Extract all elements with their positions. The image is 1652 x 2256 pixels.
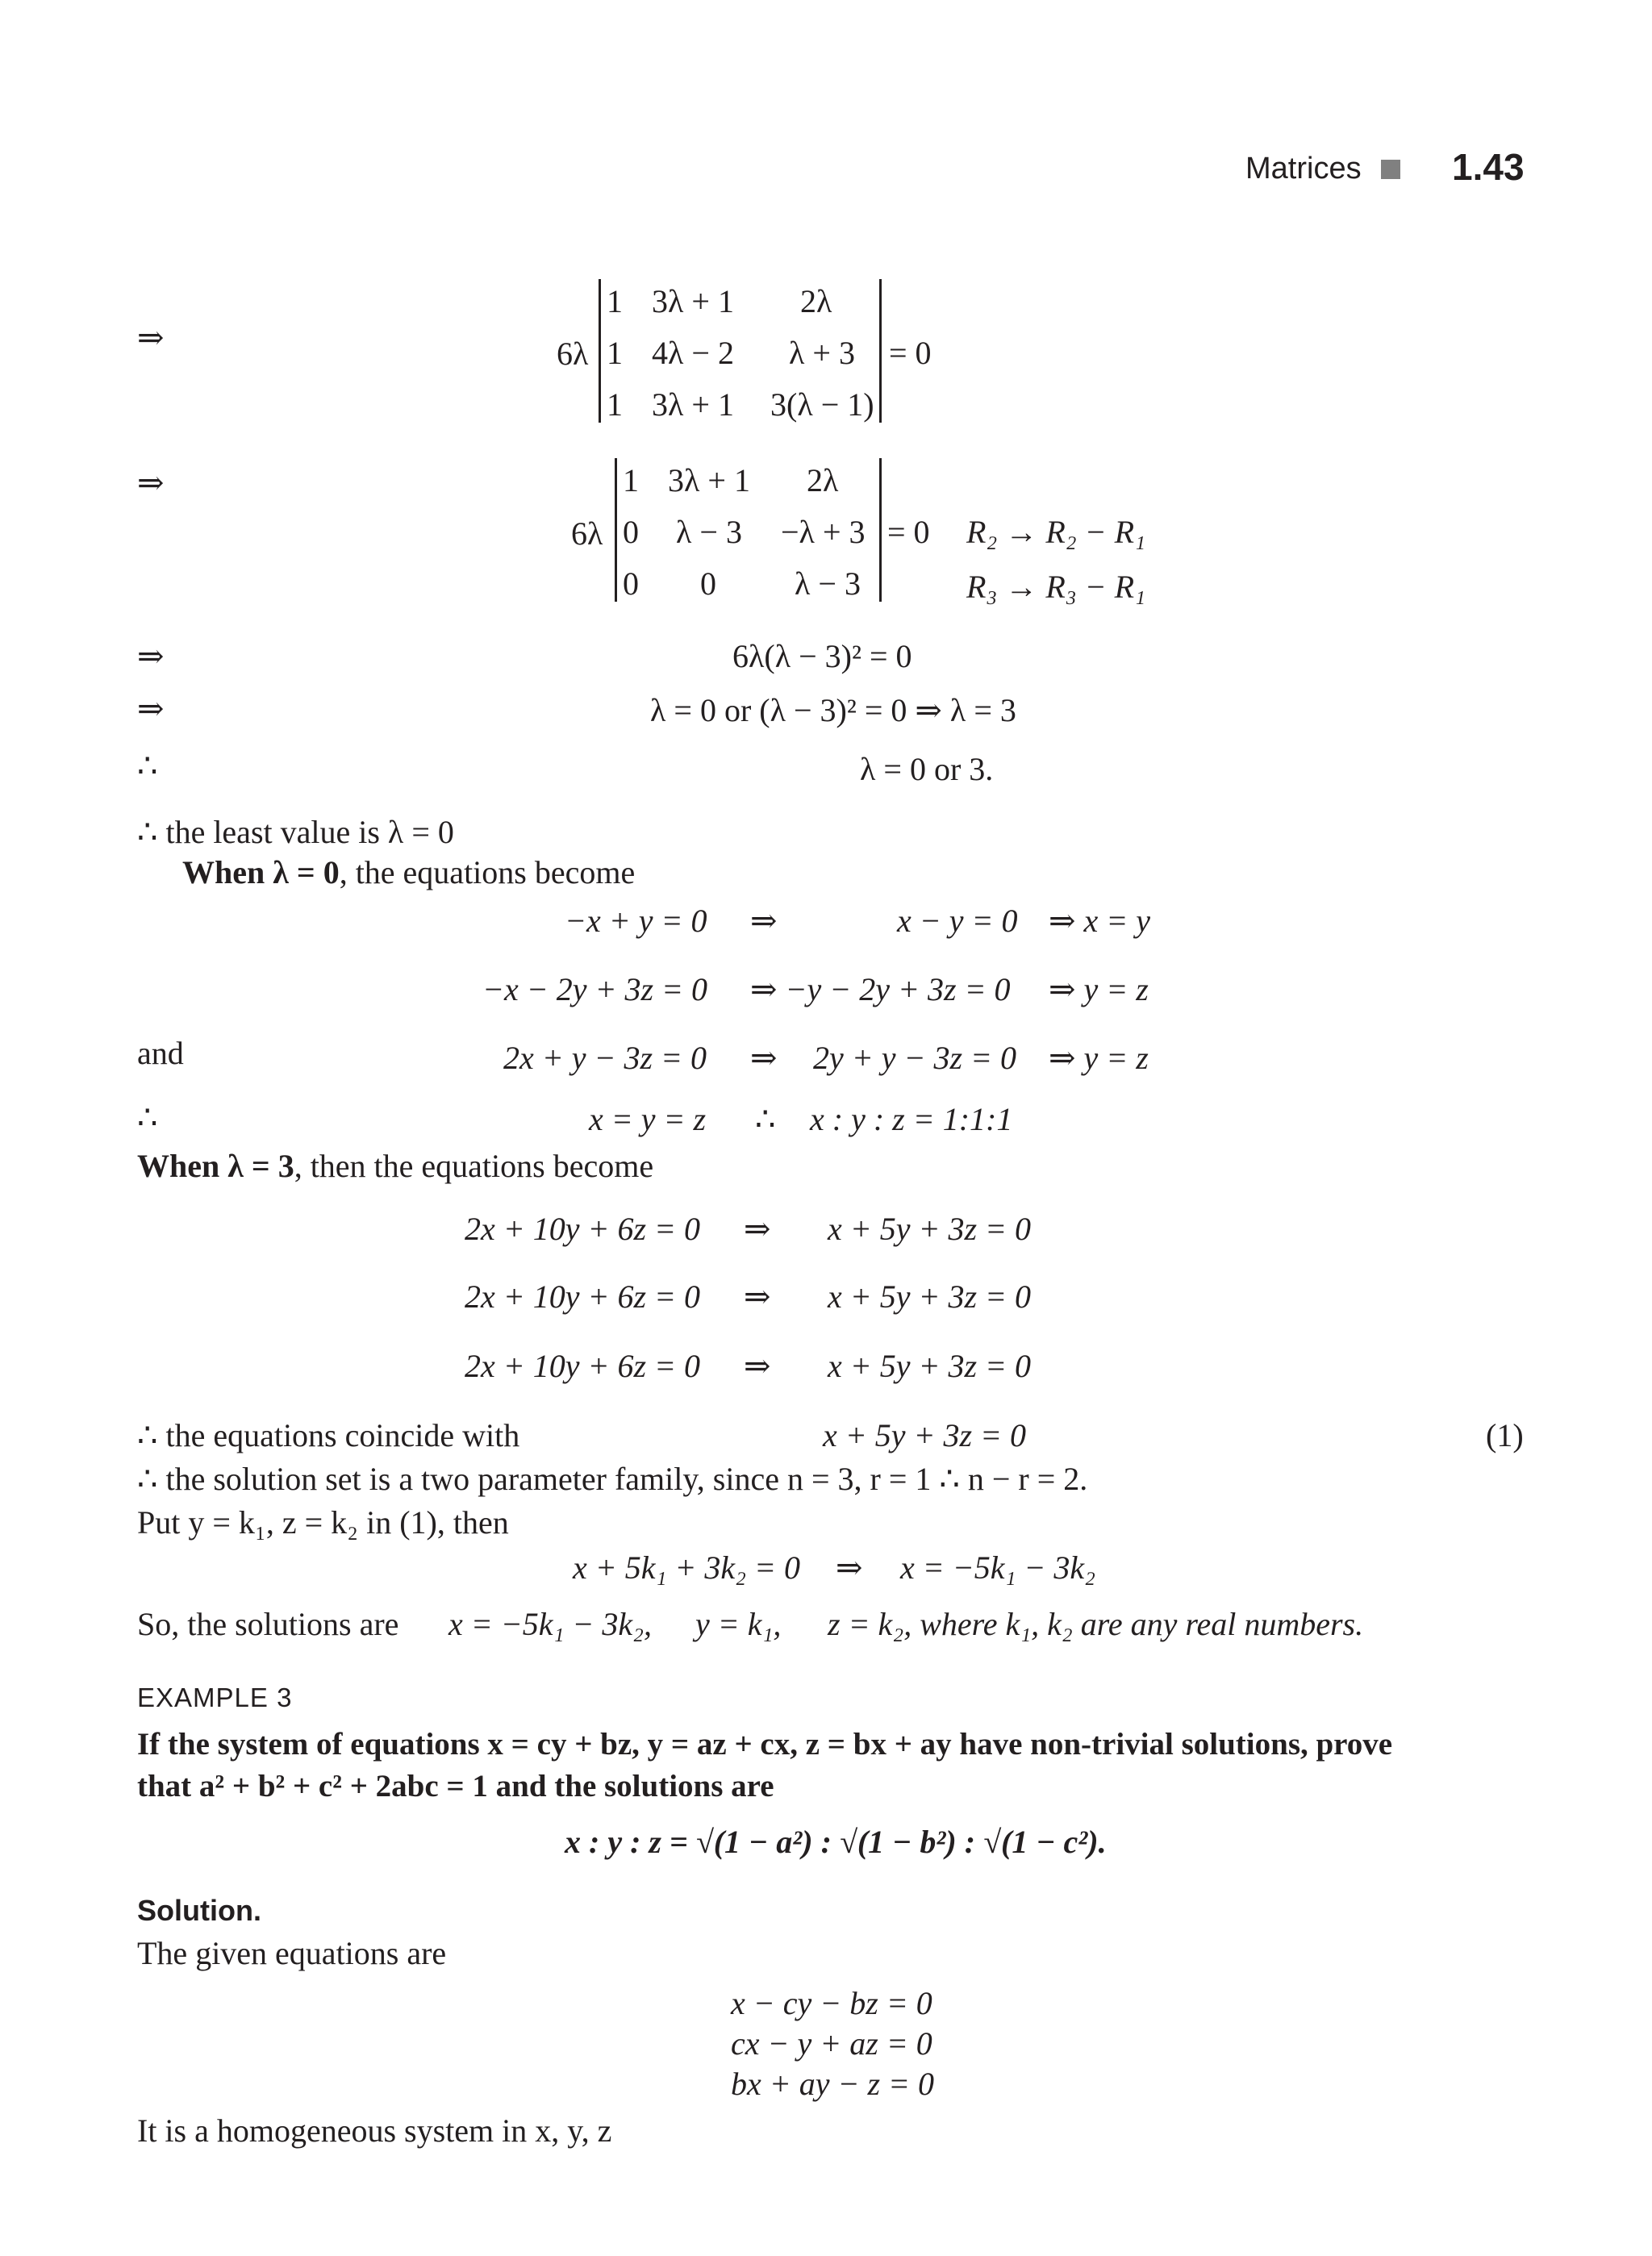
det1-cell: 1 bbox=[607, 335, 623, 371]
equation: λ = 0 or (λ − 3)² = 0 ⇒ λ = 3 bbox=[650, 692, 1016, 728]
sys0-left: −x + y = 0 bbox=[565, 903, 707, 939]
when-lambda-0-rest: , the equations become bbox=[339, 854, 636, 890]
solution-heading: Solution. bbox=[137, 1894, 261, 1927]
det1-cell: 1 bbox=[607, 386, 623, 423]
k-equation-left: x + 5k₁ + 3k₂ = 0 bbox=[573, 1549, 801, 1586]
sys0-right: 2y + y − 3z = 0 bbox=[813, 1040, 1017, 1076]
det1-cell: 3(λ − 1) bbox=[770, 386, 874, 423]
sys3-right: x + 5y + 3z = 0 bbox=[828, 1211, 1032, 1247]
det1-tail: = 0 bbox=[889, 335, 932, 371]
det2-cell: 2λ bbox=[807, 462, 839, 498]
det2-lead: 6λ bbox=[571, 515, 603, 552]
det1-cell: 2λ bbox=[800, 283, 832, 319]
det1-lead: 6λ bbox=[557, 336, 589, 372]
two-parameter-line: ∴ the solution set is a two parameter family, since n = 3, r = 1 ∴ n − r = 2. bbox=[137, 1461, 1088, 1497]
implies-arrow: ⇒ bbox=[137, 319, 165, 356]
det1-right-bar bbox=[879, 279, 882, 423]
put-line: Put y = k₁, z = k₂ in (1), then bbox=[137, 1504, 509, 1541]
sys3-right: x + 5y + 3z = 0 bbox=[828, 1278, 1032, 1315]
sys0-mid: ⇒ bbox=[750, 903, 778, 939]
running-header-section: Matrices bbox=[1245, 152, 1362, 186]
row-operation: R₂ → R₂ − R₁ bbox=[966, 514, 1146, 550]
solution-equation: cx − y + az = 0 bbox=[731, 2025, 932, 2062]
solution-intro: The given equations are bbox=[137, 1935, 447, 1971]
sys3-left: 2x + 10y + 6z = 0 bbox=[465, 1211, 701, 1247]
when-lambda-3-bold: When λ = 3 bbox=[137, 1148, 294, 1184]
sys0-result: ⇒ y = z bbox=[1049, 971, 1149, 1007]
equation: 6λ(λ − 3)² = 0 bbox=[732, 638, 912, 674]
det2-cell: λ − 3 bbox=[676, 514, 742, 550]
sys0-left: −x − 2y + 3z = 0 bbox=[482, 971, 708, 1007]
det2-cell: 0 bbox=[623, 514, 639, 550]
equation: λ = 0 or 3. bbox=[860, 751, 994, 787]
solution-y: y = k₁, bbox=[695, 1606, 782, 1642]
and-label: and bbox=[137, 1035, 184, 1071]
solution-closing: It is a homogeneous system in x, y, z bbox=[137, 2112, 612, 2149]
ratio-left: x = y = z bbox=[589, 1101, 707, 1137]
sys3-left: 2x + 10y + 6z = 0 bbox=[465, 1348, 701, 1384]
det2-right-bar bbox=[879, 458, 882, 602]
sys0-left: 2x + y − 3z = 0 bbox=[503, 1040, 707, 1076]
example-heading: EXAMPLE 3 bbox=[137, 1683, 293, 1712]
solution-x: x = −5k₁ − 3k₂, bbox=[448, 1606, 653, 1642]
k-equation-right: x = −5k₁ − 3k₂ bbox=[900, 1549, 1096, 1586]
solution-equation: x − cy − bz = 0 bbox=[731, 1985, 932, 2021]
when-lambda-0-bold: When λ = 0 bbox=[182, 854, 340, 890]
page-number: 1.43 bbox=[1452, 146, 1525, 188]
det1-cell: 4λ − 2 bbox=[652, 335, 734, 371]
det2-cell: 0 bbox=[623, 565, 639, 602]
sys3-mid: ⇒ bbox=[744, 1278, 771, 1315]
sys3-left: 2x + 10y + 6z = 0 bbox=[465, 1278, 701, 1315]
det1-cell: λ + 3 bbox=[789, 335, 855, 371]
sys0-right: x − y = 0 bbox=[897, 903, 1018, 939]
det2-tail: = 0 bbox=[887, 514, 930, 550]
example-statement-line2: that a² + b² + c² + 2abc = 1 and the solutions are bbox=[137, 1769, 774, 1804]
coincide-equation: x + 5y + 3z = 0 bbox=[823, 1417, 1027, 1453]
least-value-line: ∴ the least value is λ = 0 bbox=[137, 814, 454, 850]
sys0-result: ⇒ y = z bbox=[1049, 1040, 1149, 1076]
det2-cell: 3λ + 1 bbox=[668, 462, 750, 498]
implies-arrow: ⇒ bbox=[137, 638, 165, 674]
det1-cell: 1 bbox=[607, 283, 623, 319]
when-lambda-0-line bbox=[182, 853, 635, 891]
example-statement-line1: If the system of equations x = cy + bz, y = az + cx, z = bx + ay have non-trivial solutions, prove bbox=[137, 1727, 1393, 1762]
det1-cell: 3λ + 1 bbox=[652, 283, 734, 319]
det2-left-bar bbox=[615, 458, 617, 602]
example-ratio: x : y : z = √(1 − a²) : √(1 − b²) : √(1 − c²). bbox=[565, 1824, 1107, 1860]
sys3-mid: ⇒ bbox=[744, 1211, 771, 1247]
det2-cell: 1 bbox=[623, 462, 639, 498]
k-equation-mid: ⇒ bbox=[836, 1549, 863, 1586]
when-lambda-3-line bbox=[137, 1147, 653, 1185]
sys3-right: x + 5y + 3z = 0 bbox=[828, 1348, 1032, 1384]
when-lambda-3-rest: , then the equations become bbox=[294, 1148, 654, 1184]
implies-arrow: ⇒ bbox=[137, 690, 165, 727]
header-square-icon bbox=[1381, 160, 1400, 179]
solution-equation: bx + ay − z = 0 bbox=[731, 2066, 935, 2102]
row-operation: R₃ → R₃ − R₁ bbox=[966, 569, 1146, 605]
ratio-right: x : y : z = 1:1:1 bbox=[810, 1101, 1013, 1137]
coincide-text: ∴ the equations coincide with bbox=[137, 1417, 520, 1453]
implies-arrow: ⇒ bbox=[137, 465, 165, 501]
det2-cell: 0 bbox=[700, 565, 716, 602]
sys0-mid: ⇒ −y − 2y + 3z = 0 bbox=[750, 971, 1011, 1007]
therefore-symbol: ∴ bbox=[137, 748, 158, 784]
sys0-mid: ⇒ bbox=[750, 1040, 778, 1076]
equation-tag: (1) bbox=[1486, 1417, 1524, 1453]
solution-z: z = k₂, where k₁, k₂ are any real numbers. bbox=[828, 1606, 1364, 1642]
det1-left-bar bbox=[599, 279, 601, 423]
solutions-lead: So, the solutions are bbox=[137, 1606, 399, 1642]
sys3-mid: ⇒ bbox=[744, 1348, 771, 1384]
det2-cell: −λ + 3 bbox=[781, 514, 866, 550]
sys0-result: ⇒ x = y bbox=[1049, 903, 1151, 939]
therefore-symbol: ∴ bbox=[137, 1099, 158, 1136]
det2-cell: λ − 3 bbox=[795, 565, 861, 602]
ratio-mid: ∴ bbox=[755, 1101, 776, 1137]
det1-cell: 3λ + 1 bbox=[652, 386, 734, 423]
